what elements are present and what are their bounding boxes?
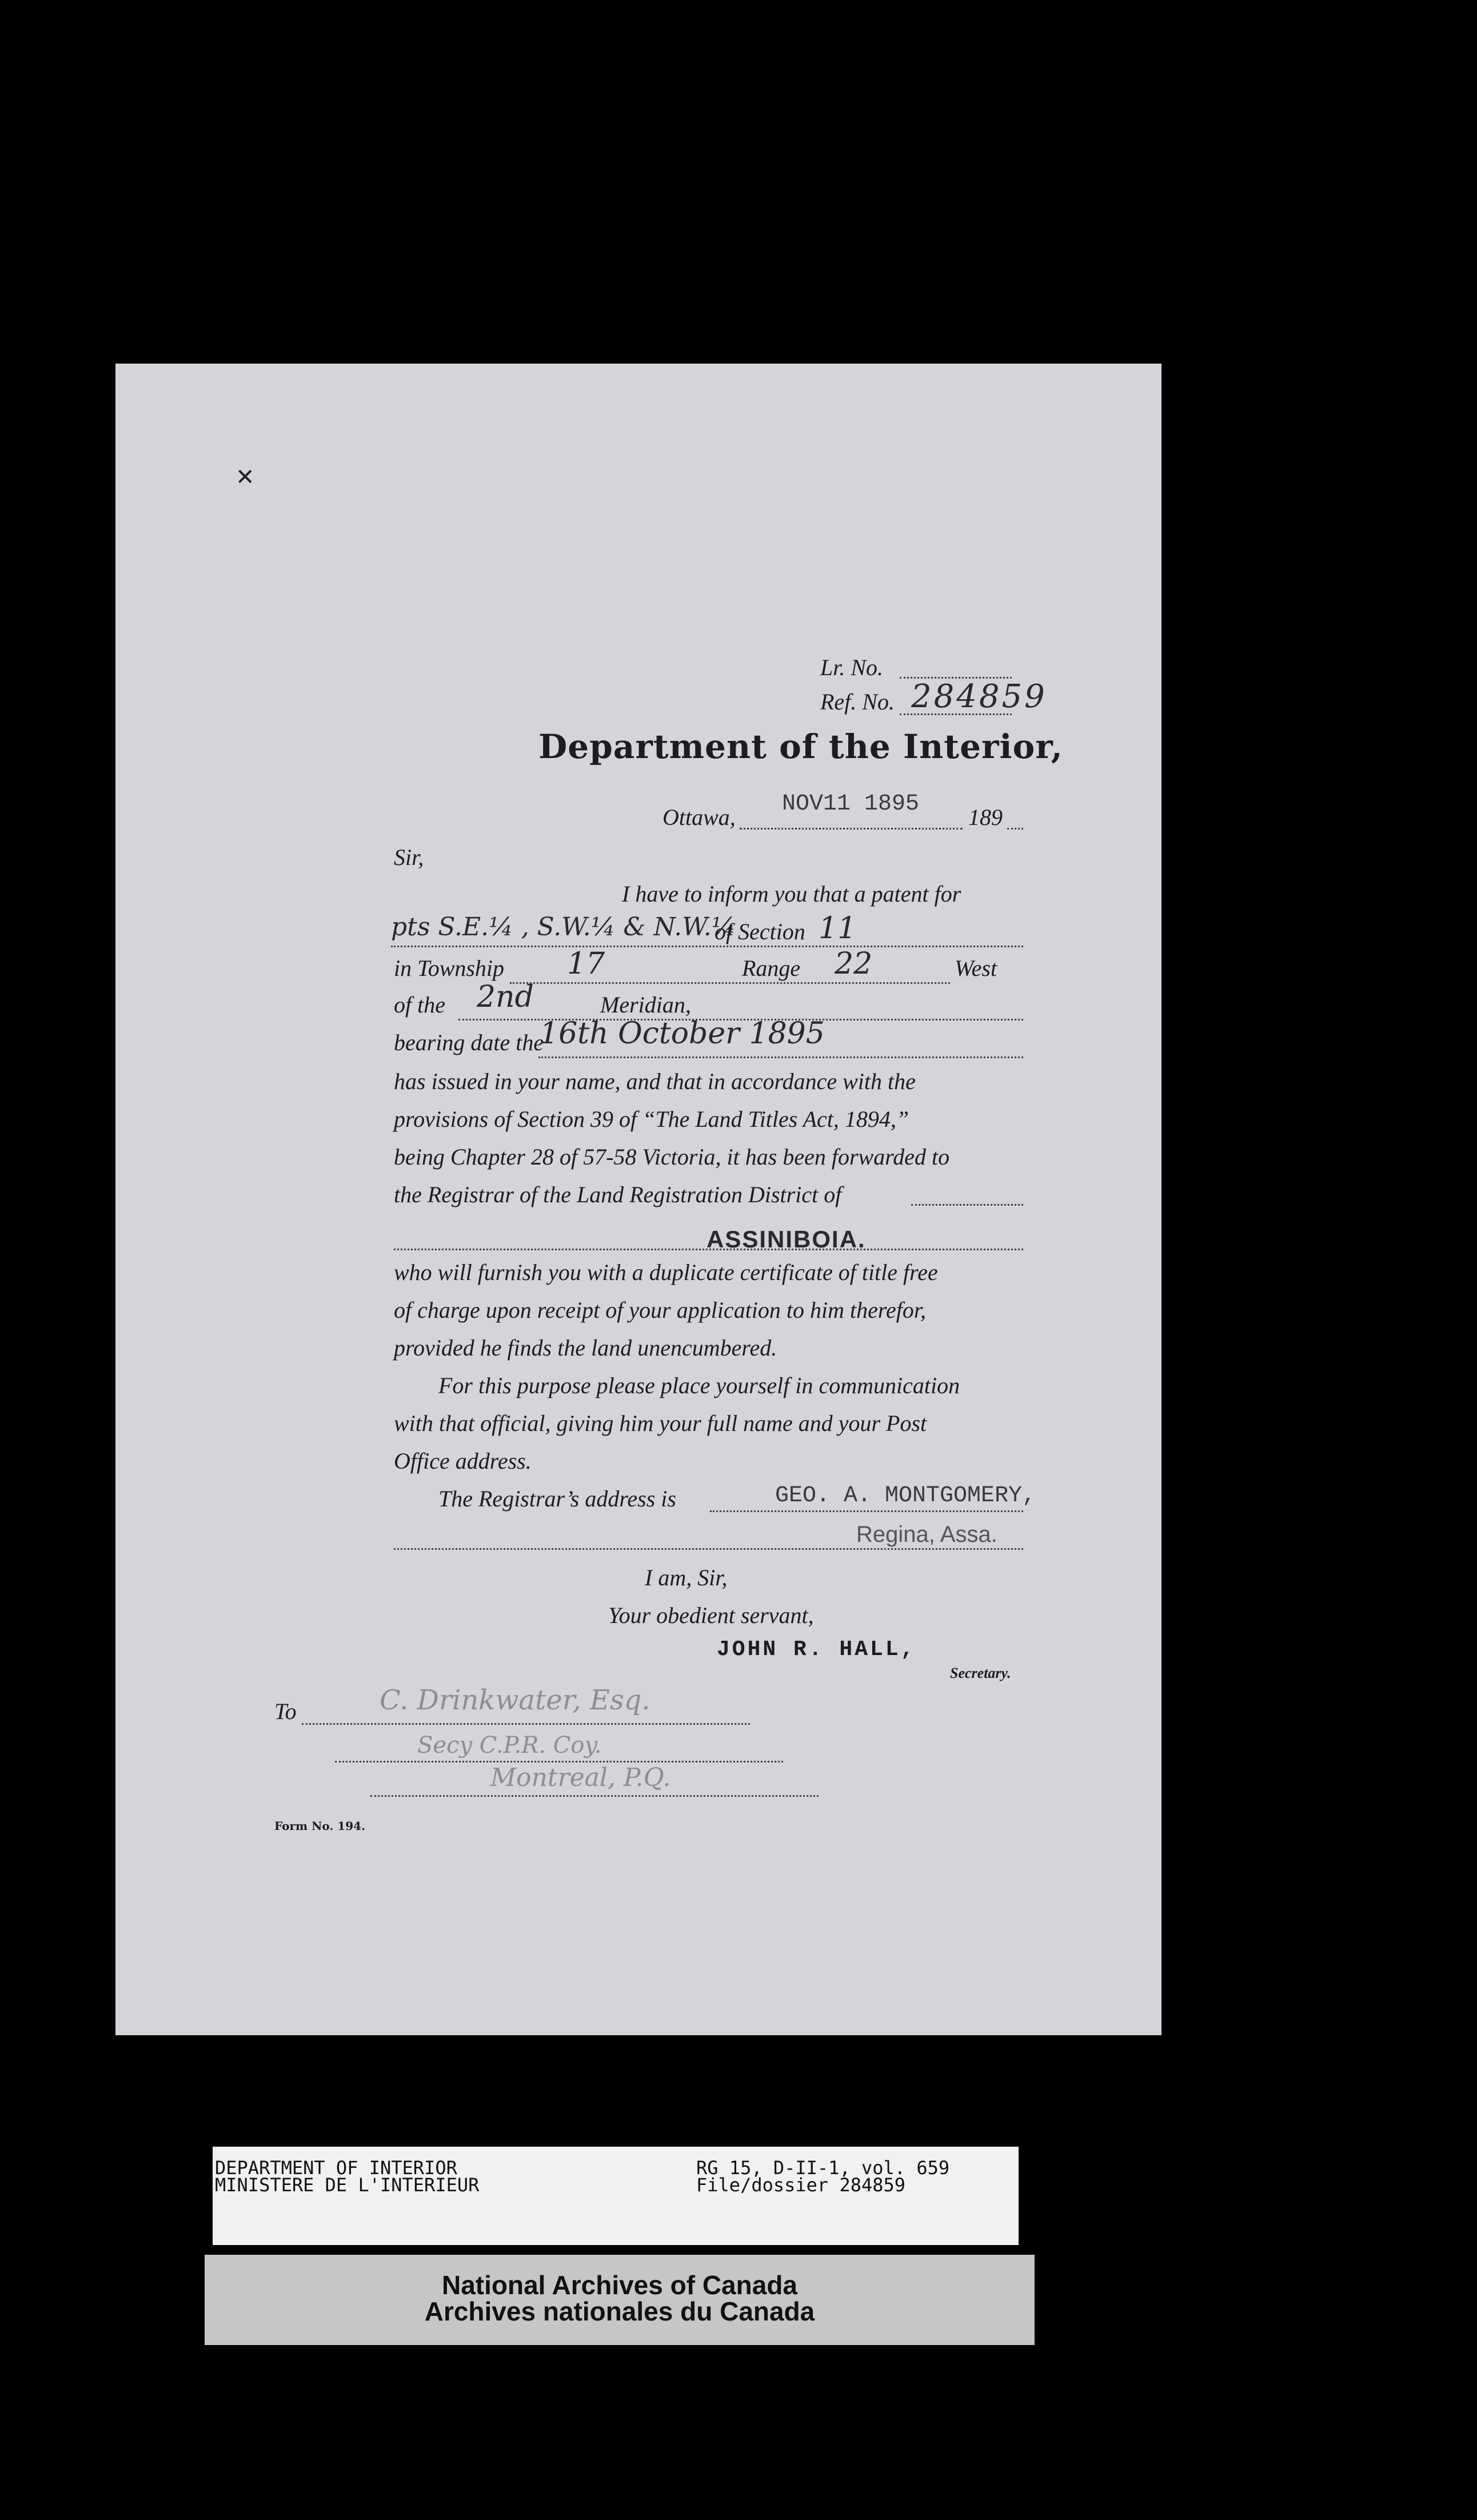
addressee-line-2: Secy C.P.R. Coy. [417, 1732, 602, 1759]
body2-line-1: who will furnish you with a duplicate certificate of title free [394, 1259, 938, 1285]
archive-right-2: File/dossier 284859 [696, 2174, 906, 2196]
dateline-line [740, 828, 963, 830]
archive-left-2: MINISTERE DE L'INTERIEUR [215, 2174, 480, 2196]
document-page [115, 364, 1161, 2035]
closing-line-1: I am, Sir, [645, 1565, 728, 1590]
dateline-year-line [1007, 828, 1023, 830]
ref-no-line [900, 713, 1012, 715]
ref-no-value: 284859 [911, 678, 1047, 715]
body-line-2: provisions of Section 39 of “The Land Titles Act, 1894,” [394, 1106, 909, 1132]
letter-line-1: I have to inform you that a patent for [622, 881, 961, 907]
township-label: in Township [394, 955, 505, 981]
form-number: Form No. 194. [274, 1819, 366, 1833]
addressee-rule-3 [370, 1795, 819, 1797]
addressee-line-3: Montreal, P.Q. [490, 1763, 671, 1792]
body-line-1: has issued in your name, and that in accordance with the [394, 1068, 916, 1094]
registrar-line-2 [394, 1548, 1023, 1550]
meridian-handwritten: 2nd [477, 980, 534, 1014]
dateline-place: Ottawa, [662, 804, 736, 830]
purpose-line-2: with that official, giving him your full name and your Post [394, 1410, 927, 1436]
range-label: Range [742, 955, 801, 981]
addressee-rule-2 [335, 1761, 783, 1763]
registrar-name-stamp: GEO. A. MONTGOMERY, [775, 1483, 1036, 1509]
lr-no-label: Lr. No. [820, 655, 884, 680]
to-label: To [274, 1698, 297, 1724]
range-handwritten: 22 [835, 947, 873, 981]
district-line-a [911, 1204, 1023, 1206]
body2-line-3: provided he finds the land unencumbered. [394, 1335, 777, 1361]
body-line-4: the Registrar of the Land Registration District of [394, 1182, 842, 1207]
signature: JOHN R. HALL, [717, 1637, 916, 1662]
section-line [391, 946, 1023, 947]
body2-line-2: of charge upon receipt of your application to him therefor, [394, 1297, 926, 1323]
purpose-line-1: For this purpose please place yourself in communication [438, 1373, 960, 1398]
township-handwritten: 17 [567, 947, 605, 981]
archives-line-1: National Archives of Canada [441, 2270, 797, 2300]
west-label: West [955, 955, 997, 981]
bearing-label: bearing date the [394, 1030, 544, 1055]
closing-line-2: Your obedient servant, [608, 1602, 814, 1628]
archive-reference-label [213, 2147, 1019, 2245]
signature-title: Secretary. [950, 1665, 1011, 1681]
national-archives-banner [205, 2255, 1035, 2345]
addressee-line-1: C. Drinkwater, Esq. [380, 1684, 650, 1716]
archives-line-2: Archives nationales du Canada [424, 2296, 815, 2326]
of-section-label: of Section [714, 919, 805, 944]
addressee-rule-1 [302, 1723, 750, 1725]
corner-mark: ✕ [235, 464, 255, 491]
registrar-place-stamp: Regina, Assa. [856, 1522, 997, 1547]
archive-right-1: RG 15, D-II-1, vol. 659 [696, 2157, 950, 2179]
dateline-year: 189 [968, 804, 1003, 830]
section-handwritten: 11 [819, 911, 857, 946]
archive-left-1: DEPARTMENT OF INTERIOR [215, 2157, 457, 2179]
date-stamp: NOV11 1895 [782, 791, 920, 817]
meridian-label: Meridian, [600, 992, 691, 1018]
township-line [510, 982, 950, 984]
purpose-line-3: Office address. [394, 1448, 532, 1474]
registrar-label: The Registrar’s address is [438, 1486, 676, 1512]
bearing-handwritten: 16th October 1895 [540, 1016, 825, 1051]
bearing-line [538, 1056, 1023, 1058]
body-line-3: being Chapter 28 of 57-58 Victoria, it has been forwarded to [394, 1144, 950, 1170]
of-the-label: of the [394, 992, 445, 1018]
registrar-line-1 [710, 1510, 1023, 1512]
district-stamp: ASSINIBOIA. [706, 1226, 866, 1253]
ref-no-label: Ref. No. [820, 689, 895, 715]
department-title: Department of the Interior, [538, 727, 1063, 766]
parts-handwritten: pts S.E.¼ , S.W.¼ & N.W.¼ [391, 912, 736, 942]
salutation: Sir, [394, 844, 424, 870]
